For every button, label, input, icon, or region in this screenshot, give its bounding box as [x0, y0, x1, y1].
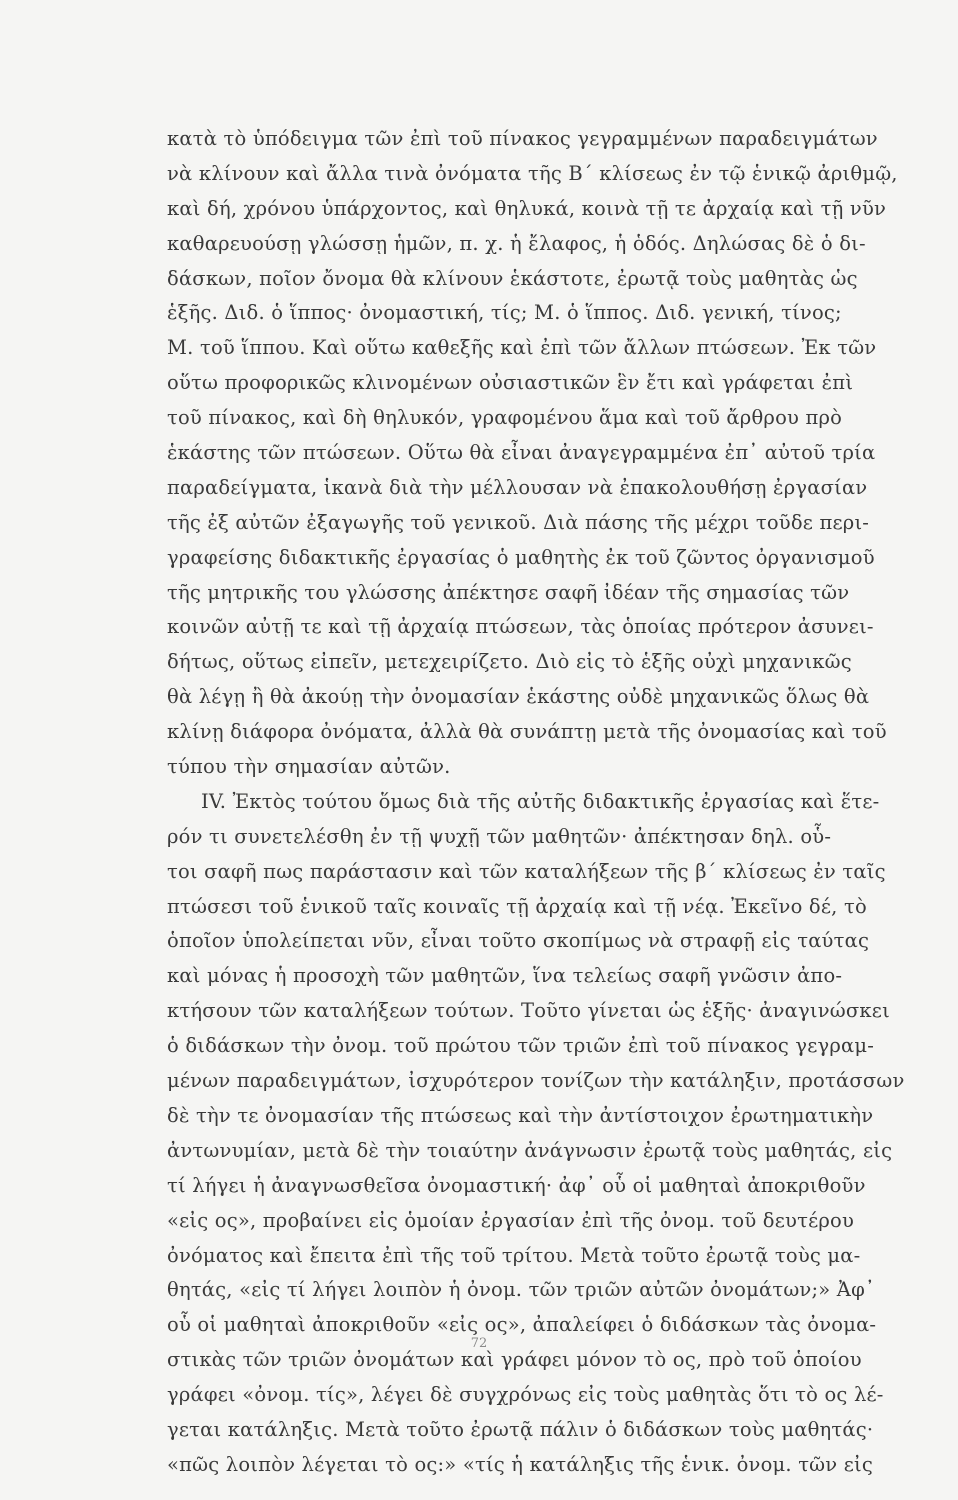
- text-line: κλίνῃ διάφορα ὀνόματα, ἀλλὰ θὰ συνάπτῃ μετὰ τῆς ὀνομασίας καὶ τοῦ: [167, 720, 887, 744]
- text-line: γραφείσης διδακτικῆς ἐργασίας ὁ μαθητὴς ἐκ τοῦ ζῶντος ὀργανισμοῦ: [167, 545, 875, 569]
- section-heading-line: IV. Ἐκτὸς τούτου ὅμως διὰ τῆς αὐτῆς διδακτικῆς ἐργασίας καὶ ἕτε-: [201, 789, 880, 813]
- text-line: πτώσεσι τοῦ ἑνικοῦ ταῖς κοιναῖς τῇ ἀρχαίᾳ καὶ τῇ νέᾳ. Ἐκεῖνο δέ, τὸ: [167, 894, 867, 918]
- text-line: θὰ λέγῃ ἢ θὰ ἀκούῃ τὴν ὀνομασίαν ἑκάστης οὐδὲ μηχανικῶς ὅλως θὰ: [167, 685, 870, 709]
- text-line: γράφει «ὀνομ. τίς», λέγει δὲ συγχρόνως εἰς τοὺς μαθητὰς ὅτι τὸ ος λέ-: [167, 1383, 884, 1407]
- text-line: κοινῶν αὐτῇ τε καὶ τῇ ἀρχαίᾳ πτώσεων, τὰς ὁποίας πρότερον ἀσυνει-: [167, 615, 874, 639]
- text-line: οὕτω προφορικῶς κλινομένων οὐσιαστικῶν ἓν ἔτι καὶ γράφεται ἐπὶ: [167, 371, 854, 395]
- text-line: τῆς μητρικῆς του γλώσσης ἀπέκτησε σαφῆ ἰδέαν τῆς σημασίας τῶν: [167, 580, 850, 604]
- text-line: κτήσουν τῶν καταλήξεων τούτων. Τοῦτο γίνεται ὡς ἑξῆς· ἀναγινώσκει: [167, 999, 890, 1023]
- text-line: ἑκάστης τῶν πτώσεων. Οὕτω θὰ εἶναι ἀναγεγραμμένα ἐπ᾽ αὐτοῦ τρία: [167, 441, 876, 465]
- text-line: καὶ δή, χρόνου ὑπάρχοντος, καὶ θηλυκά, κοινὰ τῇ τε ἀρχαίᾳ καὶ τῇ νῦν: [167, 196, 887, 220]
- text-line: δὲ τὴν τε ὀνομασίαν τῆς πτώσεως καὶ τὴν ἀντίστοιχον ἐρωτηματικὴν: [167, 1103, 874, 1127]
- text-line: κατὰ τὸ ὑπόδειγμα τῶν ἐπὶ τοῦ πίνακος γεγραμμένων παραδειγμάτων: [167, 127, 878, 150]
- text-line: οὗ οἱ μαθηταὶ ἀποκριθοῦν «εἰς ος», ἀπαλείφει ὁ διδάσκων τὰς ὀνομα-: [167, 1313, 877, 1337]
- text-line: καθαρευούσῃ γλώσσῃ ἡμῶν, π. χ. ἡ ἔλαφος, ἡ ὁδός. Δηλώσας δὲ ὁ δι-: [167, 231, 866, 255]
- text-line: «πῶς λοιπὸν λέγεται τὸ ος:» «τίς ἡ κατάληξις τῆς ἑνικ. ὀνομ. τῶν εἰς: [167, 1452, 874, 1476]
- text-line: «εἰς ος», προβαίνει εἰς ὁμοίαν ἐργασίαν ἐπὶ τῆς ὀνομ. τοῦ δευτέρου: [167, 1208, 855, 1232]
- text-line: τί λήγει ἡ ἀναγνωσθεῖσα ὀνομαστική· ἀφ᾽ οὗ οἱ μαθηταὶ ἀποκριθοῦν: [167, 1173, 866, 1197]
- text-line: Μ. τοῦ ἵππου. Καὶ οὕτω καθεξῆς καὶ ἐπὶ τῶν ἄλλων πτώσεων. Ἐκ τῶν: [167, 336, 877, 360]
- text-line: παραδείγματα, ἱκανὰ διὰ τὴν μέλλουσαν νὰ ἐπακολουθήσῃ ἐργασίαν: [167, 475, 868, 499]
- text-line: καὶ μόνας ἡ προσοχὴ τῶν μαθητῶν, ἵνα τελείως σαφῆ γνῶσιν ἀπο-: [167, 964, 843, 988]
- text-line: τύπου τὴν σημασίαν αὐτῶν.: [167, 755, 451, 779]
- text-line: θητάς, «εἰς τί λήγει λοιπὸν ἡ ὀνομ. τῶν τριῶν αὐτῶν ὀνομάτων;» Ἀφ᾽: [167, 1278, 875, 1302]
- page-number: 72: [470, 1336, 488, 1351]
- text-line: ὀνόματος καὶ ἔπειτα ἐπὶ τῆς τοῦ τρίτου. Μετὰ τοῦτο ἐρωτᾷ τοὺς μα-: [167, 1243, 861, 1267]
- text-line: ρόν τι συνετελέσθη ἐν τῇ ψυχῇ τῶν μαθητῶν· ἀπέκτησαν δηλ. οὗ-: [167, 824, 832, 848]
- text-line: ὁποῖον ὑπολείπεται νῦν, εἶναι τοῦτο σκοπίμως νὰ στραφῇ εἰς ταύτας: [167, 929, 870, 953]
- text-line: στικὰς τῶν τριῶν ὀνομάτων καὶ γράφει μόνον τὸ ος, πρὸ τοῦ ὁποίου: [167, 1348, 862, 1372]
- text-line: δήτως, οὕτως εἰπεῖν, μετεχειρίζετο. Διὸ εἰς τὸ ἑξῆς οὐχὶ μηχανικῶς: [167, 650, 852, 674]
- text-line: νὰ κλίνουν καὶ ἄλλα τινὰ ὀνόματα τῆς Β΄ κλίσεως ἐν τῷ ἑνικῷ ἀριθμῷ,: [167, 161, 898, 185]
- text-line: τῆς ἐξ αὐτῶν ἐξαγωγῆς τοῦ γενικοῦ. Διὰ πάσης τῆς μέχρι τοῦδε περι-: [167, 510, 870, 534]
- text-line: τοι σαφῆ πως παράστασιν καὶ τῶν καταλήξεων τῆς β΄ κλίσεως ἐν ταῖς: [167, 859, 886, 883]
- text-line: ἀντωνυμίαν, μετὰ δὲ τὴν τοιαύτην ἀνάγνωσιν ἐρωτᾷ τοὺς μαθητάς, εἰς: [167, 1138, 893, 1162]
- text-line: ὁ διδάσκων τὴν ὀνομ. τοῦ πρώτου τῶν τριῶν ἐπὶ τοῦ πίνακος γεγραμ-: [167, 1034, 875, 1058]
- text-line: ἑξῆς. Διδ. ὁ ἵππος· ὀνομαστική, τίς; Μ. ὁ ἵππος. Διδ. γενική, τίνος;: [167, 301, 842, 325]
- text-line: μένων παραδειγμάτων, ἰσχυρότερον τονίζων τὴν κατάληξιν, προτάσσων: [167, 1069, 905, 1093]
- body-text: [167, 122, 907, 1483]
- text-line: δάσκων, ποῖον ὄνομα θὰ κλίνουν ἑκάστοτε, ἐρωτᾷ τοὺς μαθητὰς ὡς: [167, 266, 858, 290]
- text-line: γεται κατάληξις. Μετὰ τοῦτο ἐρωτᾷ πάλιν ὁ διδάσκων τοὺς μαθητάς·: [167, 1417, 874, 1441]
- text-line: τοῦ πίνακος, καὶ δὴ θηλυκόν, γραφομένου ἅμα καὶ τοῦ ἄρθρου πρὸ: [167, 406, 843, 430]
